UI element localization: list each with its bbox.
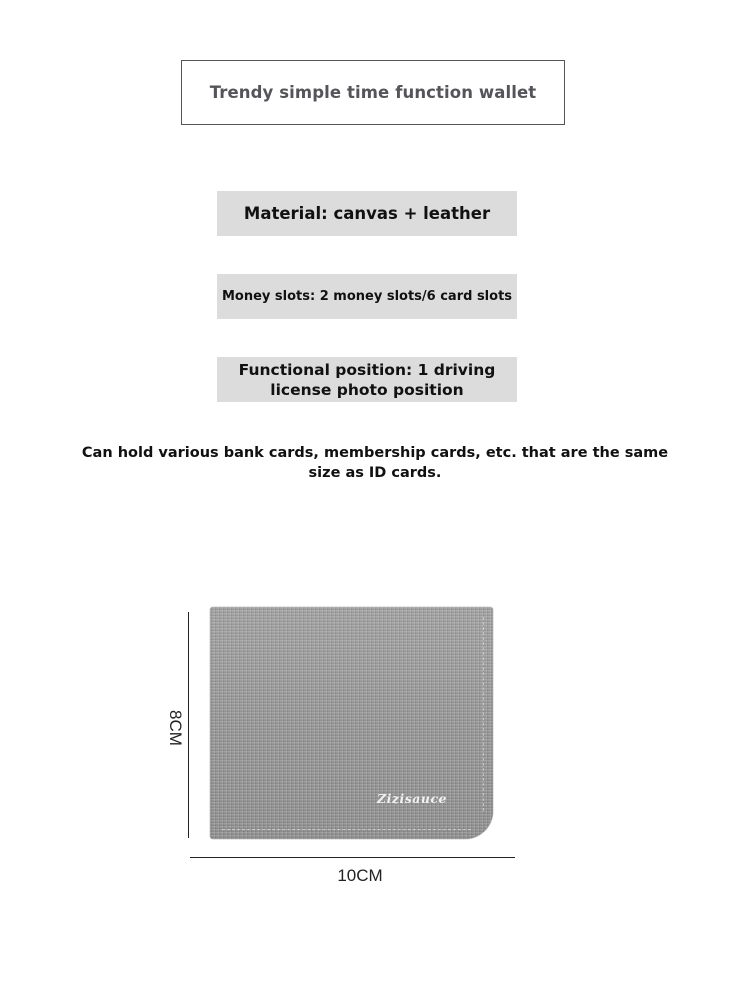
width-label: 10CM (337, 866, 383, 885)
wallet-image (210, 607, 493, 839)
height-label: 8CM (166, 710, 185, 746)
spec-functional-position: Functional position: 1 driving license photo position (217, 357, 517, 402)
capacity-note: Can hold various bank cards, membership cards, etc. that are the same size as ID cards. (81, 445, 669, 481)
stitching-right (483, 617, 484, 811)
spec-material: Material: canvas + leather (217, 191, 517, 236)
brand-logo: Zizisauce (377, 791, 448, 806)
spec-money-slots: Money slots: 2 money slots/6 card slots (217, 274, 517, 319)
stitching-bottom (222, 829, 471, 830)
page-title: Trendy simple time function wallet (209, 83, 537, 102)
title-box (181, 60, 565, 125)
width-dimension-line (190, 857, 515, 858)
